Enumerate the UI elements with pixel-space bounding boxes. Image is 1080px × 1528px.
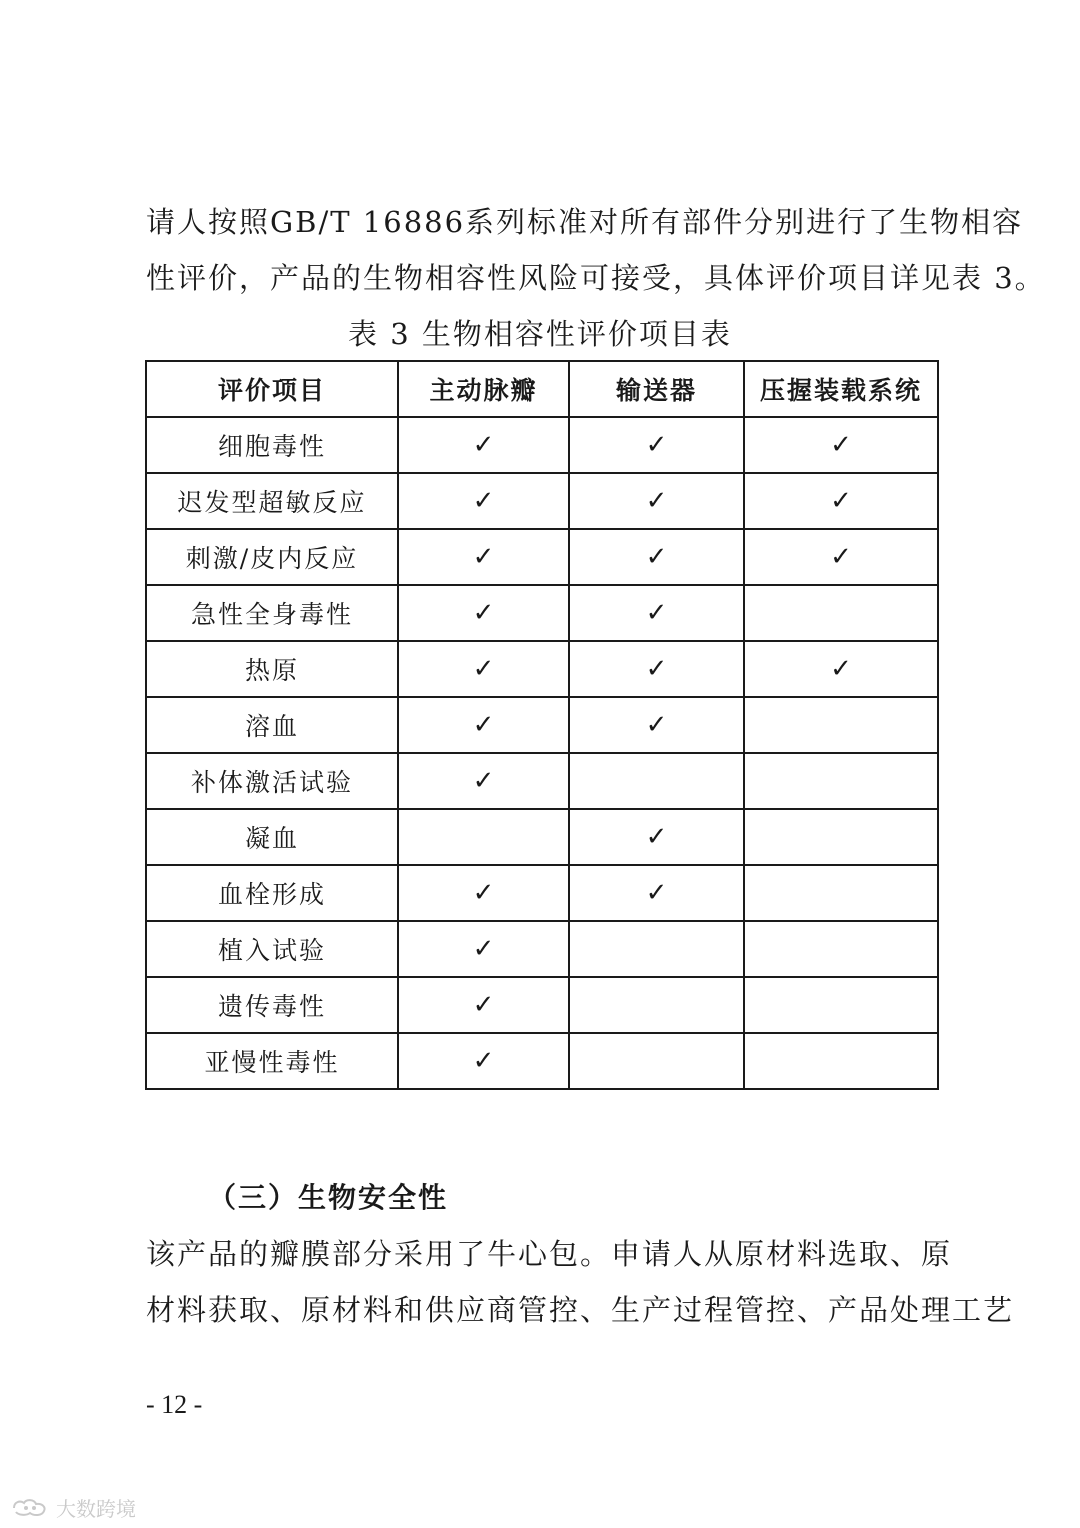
check-mark: ✓ bbox=[398, 529, 569, 585]
check-mark: ✓ bbox=[569, 473, 744, 529]
evaluation-item: 细胞毒性 bbox=[146, 417, 398, 473]
check-mark: ✓ bbox=[398, 641, 569, 697]
check-mark: ✓ bbox=[744, 473, 938, 529]
table-row bbox=[146, 417, 938, 473]
check-mark: ✓ bbox=[569, 529, 744, 585]
table-row bbox=[146, 697, 938, 753]
header-aortic-valve: 主动脉瓣 bbox=[398, 361, 569, 417]
table-row bbox=[146, 865, 938, 921]
evaluation-item: 溶血 bbox=[146, 697, 398, 753]
table-row bbox=[146, 921, 938, 977]
check-mark bbox=[744, 809, 938, 865]
table-row bbox=[146, 585, 938, 641]
table-row bbox=[146, 809, 938, 865]
check-mark: ✓ bbox=[744, 529, 938, 585]
check-mark bbox=[744, 921, 938, 977]
table-row bbox=[146, 977, 938, 1033]
header-delivery-system: 输送器 bbox=[569, 361, 744, 417]
check-mark: ✓ bbox=[569, 417, 744, 473]
check-mark: ✓ bbox=[398, 417, 569, 473]
biocompatibility-table bbox=[145, 360, 939, 1090]
paragraph-line: 材料获取、原材料和供应商管控、生产过程管控、产品处理工艺 bbox=[146, 1293, 1015, 1327]
check-mark: ✓ bbox=[569, 865, 744, 921]
table-row bbox=[146, 529, 938, 585]
table-header-row bbox=[146, 361, 938, 417]
check-mark: ✓ bbox=[569, 641, 744, 697]
evaluation-item: 遗传毒性 bbox=[146, 977, 398, 1033]
check-mark: ✓ bbox=[398, 977, 569, 1033]
evaluation-item: 迟发型超敏反应 bbox=[146, 473, 398, 529]
table-row bbox=[146, 753, 938, 809]
check-mark bbox=[744, 977, 938, 1033]
check-mark: ✓ bbox=[744, 641, 938, 697]
check-mark bbox=[744, 865, 938, 921]
check-mark bbox=[744, 585, 938, 641]
check-mark bbox=[744, 753, 938, 809]
check-mark: ✓ bbox=[398, 1033, 569, 1089]
evaluation-item: 热原 bbox=[146, 641, 398, 697]
check-mark bbox=[569, 1033, 744, 1089]
table-row bbox=[146, 473, 938, 529]
table-caption: 表 3 生物相容性评价项目表 bbox=[348, 317, 732, 351]
header-evaluation-item: 评价项目 bbox=[146, 361, 398, 417]
evaluation-item: 补体激活试验 bbox=[146, 753, 398, 809]
check-mark bbox=[569, 753, 744, 809]
check-mark: ✓ bbox=[744, 417, 938, 473]
check-mark bbox=[398, 809, 569, 865]
table-row bbox=[146, 1033, 938, 1089]
page-number: - 12 - bbox=[146, 1390, 203, 1419]
paragraph-line: 性评价，产品的生物相容性风险可接受，具体评价项目详见表 3。 bbox=[146, 261, 1046, 295]
check-mark: ✓ bbox=[398, 921, 569, 977]
paragraph-line: 请人按照GB/T 16886系列标准对所有部件分别进行了生物相容 bbox=[146, 205, 1024, 239]
check-mark: ✓ bbox=[569, 809, 744, 865]
evaluation-item: 植入试验 bbox=[146, 921, 398, 977]
evaluation-item: 刺激/皮内反应 bbox=[146, 529, 398, 585]
check-mark bbox=[744, 697, 938, 753]
watermark-logo-icon bbox=[10, 1497, 50, 1519]
check-mark bbox=[569, 921, 744, 977]
check-mark: ✓ bbox=[398, 865, 569, 921]
check-mark: ✓ bbox=[569, 585, 744, 641]
section-heading: （三）生物安全性 bbox=[208, 1181, 449, 1214]
check-mark bbox=[744, 1033, 938, 1089]
watermark-text: 大数跨境 bbox=[56, 1497, 136, 1521]
check-mark: ✓ bbox=[569, 697, 744, 753]
check-mark: ✓ bbox=[398, 585, 569, 641]
evaluation-item: 血栓形成 bbox=[146, 865, 398, 921]
header-crimping-loading-system: 压握装载系统 bbox=[744, 361, 938, 417]
check-mark bbox=[569, 977, 744, 1033]
check-mark: ✓ bbox=[398, 697, 569, 753]
table-row bbox=[146, 641, 938, 697]
watermark bbox=[10, 1493, 136, 1522]
paragraph-line: 该产品的瓣膜部分采用了牛心包。申请人从原材料选取、原 bbox=[146, 1237, 953, 1271]
check-mark: ✓ bbox=[398, 473, 569, 529]
check-mark: ✓ bbox=[398, 753, 569, 809]
evaluation-item: 急性全身毒性 bbox=[146, 585, 398, 641]
evaluation-item: 凝血 bbox=[146, 809, 398, 865]
evaluation-item: 亚慢性毒性 bbox=[146, 1033, 398, 1089]
